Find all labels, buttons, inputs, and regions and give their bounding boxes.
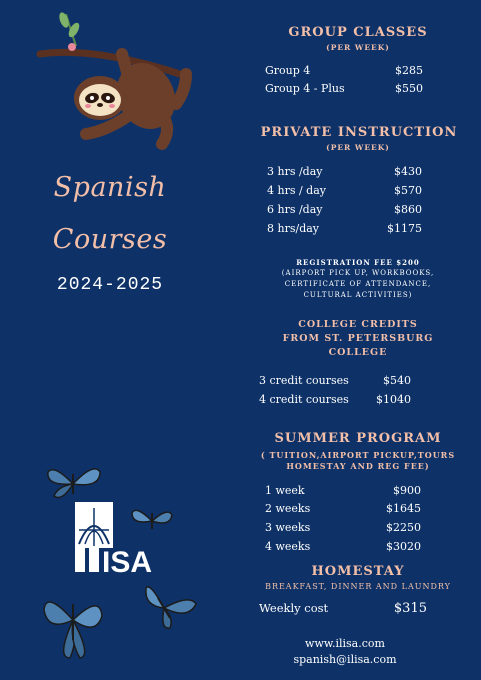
row-price: $860 (394, 203, 422, 216)
row-label: 4 weeks (265, 540, 311, 553)
row-price: $3020 (386, 540, 421, 553)
summer-program-subtitle: HOMESTAY AND REG FEE) (286, 461, 430, 471)
ilisa-logo (75, 502, 180, 574)
row-label: 6 hrs /day (267, 203, 323, 216)
row-label: 1 week (265, 484, 305, 497)
years-label: 2024-2025 (56, 275, 164, 295)
price-row (259, 374, 411, 387)
homestay-title: HOMESTAY (311, 564, 405, 579)
row-label: 3 credit courses (259, 374, 349, 387)
price-row (267, 165, 422, 178)
row-price: $570 (394, 184, 422, 197)
registration-fee-title: REGISTRATION FEE $200 (296, 258, 420, 267)
website-link[interactable]: www.ilisa.com (305, 637, 385, 650)
row-label: Group 4 - Plus (265, 82, 345, 95)
email-link[interactable]: spanish@ilisa.com (293, 653, 397, 666)
group-classes-subtitle: (PER WEEK) (326, 43, 390, 52)
price-row (265, 82, 423, 95)
row-label: 3 weeks (265, 521, 311, 534)
sloth-illustration (36, 6, 196, 156)
price-row (265, 502, 421, 515)
row-label: Group 4 (265, 64, 311, 77)
butterfly-icon (44, 462, 102, 504)
price-row (267, 203, 422, 216)
logo-text: ISA (102, 546, 153, 574)
row-price: $285 (395, 64, 423, 77)
row-label: Weekly cost (259, 601, 329, 615)
title-courses: Courses (52, 224, 168, 255)
price-row (265, 540, 421, 553)
price-row (265, 521, 421, 534)
row-price: $2250 (386, 521, 421, 534)
college-credits-title: COLLEGE CREDITS (298, 319, 418, 330)
group-classes-title: GROUP CLASSES (288, 25, 428, 40)
row-price: $550 (395, 82, 423, 95)
private-instruction-title: PRIVATE INSTRUCTION (260, 125, 458, 140)
row-price: $900 (393, 484, 421, 497)
row-price: $430 (394, 165, 422, 178)
row-label: 3 hrs /day (267, 165, 323, 178)
butterfly-icon (40, 580, 106, 662)
row-label: 4 credit courses (259, 393, 349, 406)
private-instruction-subtitle: (PER WEEK) (326, 143, 390, 152)
registration-line: (AIRPORT PICK UP, WORKBOOKS, (281, 269, 435, 277)
row-label: 2 weeks (265, 502, 311, 515)
registration-line: CERTIFICATE OF ATTENDANCE, (284, 280, 432, 288)
row-price: $540 (383, 374, 411, 387)
title-spanish: Spanish (53, 172, 167, 203)
price-row (265, 484, 421, 497)
price-row (267, 222, 422, 235)
price-row (265, 64, 423, 77)
row-price: $315 (393, 601, 427, 616)
registration-line: CULTURAL ACTIVITIES) (303, 291, 413, 299)
row-label: 4 hrs / day (267, 184, 326, 197)
summer-program-subtitle: ( TUITION,AIRPORT PICKUP,TOURS (260, 450, 456, 460)
row-price: $1175 (387, 222, 422, 235)
price-row (259, 393, 411, 406)
college-credits-title: COLLEGE (328, 347, 388, 358)
college-credits-title: FROM ST. PETERSBURG (282, 333, 434, 344)
homestay-subtitle: BREAKFAST, DINNER AND LAUNDRY (265, 582, 451, 591)
row-label: 8 hrs/day (267, 222, 320, 235)
price-row (267, 184, 422, 197)
price-row (259, 601, 427, 616)
butterfly-icon (140, 578, 200, 632)
row-price: $1040 (376, 393, 411, 406)
row-price: $1645 (386, 502, 421, 515)
summer-program-title: SUMMER PROGRAM (274, 431, 442, 446)
